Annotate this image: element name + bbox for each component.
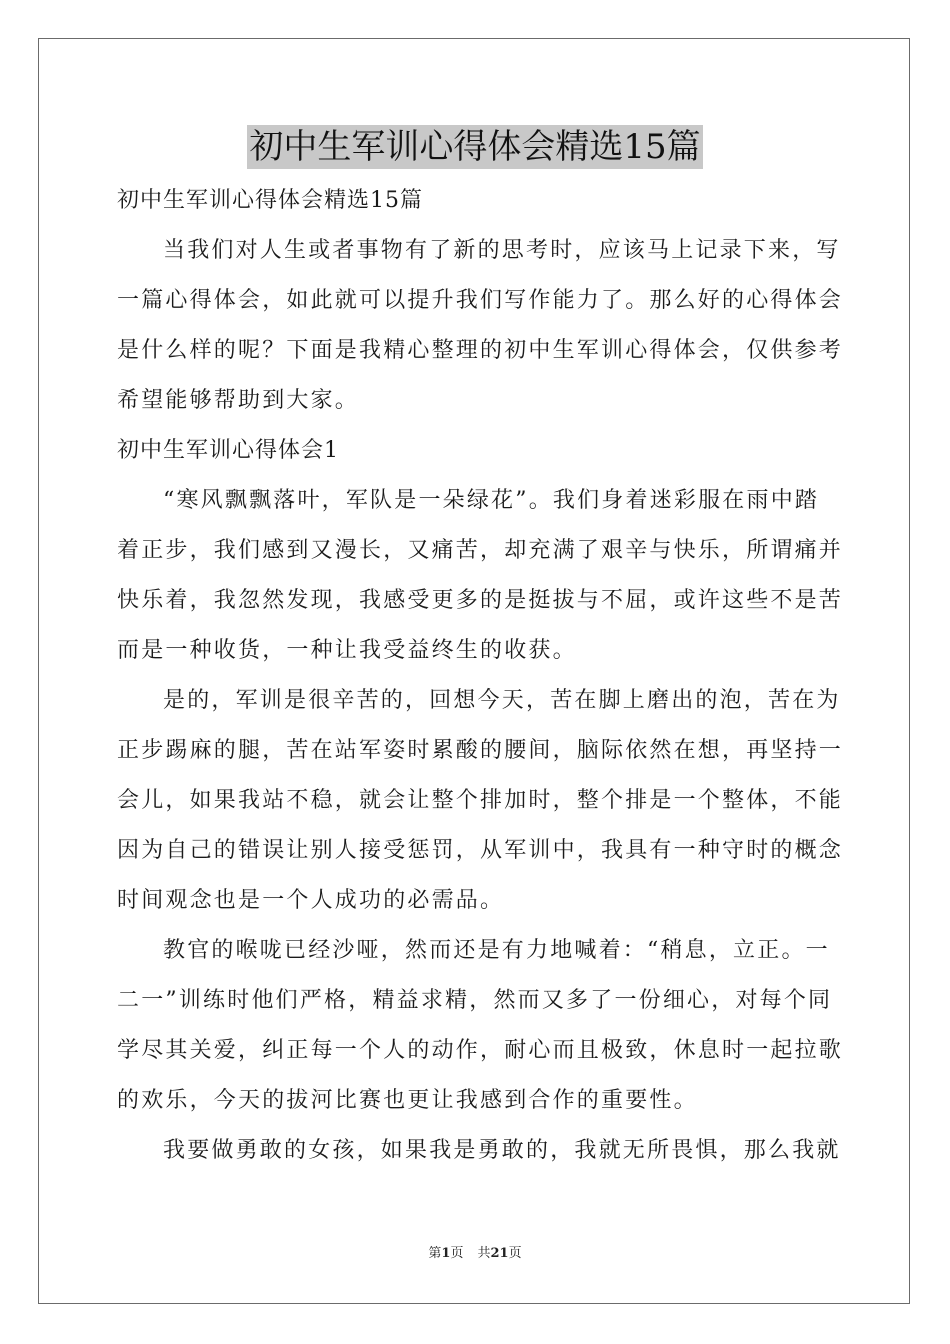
text-line: 的欢乐，今天的拔河比赛也更让我感到合作的重要性。 bbox=[117, 1088, 698, 1113]
text-line: “寒风飘飘落叶，军队是一朵绿花”。我们身着迷彩服在雨中踏 bbox=[163, 488, 820, 513]
text-line: 是的，军训是很辛苦的，回想今天，苦在脚上磨出的泡，苦在为 bbox=[163, 688, 841, 713]
text-line: 一篇心得体会，如此就可以提升我们写作能力了。那么好的心得体会 bbox=[117, 288, 844, 313]
text-line: 教官的喉咙已经沙哑，然而还是有力地喊着：“稍息，立正。一 bbox=[163, 938, 830, 963]
text-line: 希望能够帮助到大家。 bbox=[117, 388, 360, 413]
text-line: 因为自己的错误让别人接受惩罚，从军训中，我具有一种守时的概念 bbox=[117, 838, 844, 863]
title-container bbox=[0, 125, 950, 169]
text-line: 着正步，我们感到又漫长，又痛苦，却充满了艰辛与快乐，所谓痛并 bbox=[117, 538, 844, 563]
paragraph-lines bbox=[117, 226, 844, 1176]
section-heading: 初中生军训心得体会1 bbox=[117, 438, 339, 463]
text-line: 二一”训练时他们严格，精益求精，然而又多了一份细心，对每个同 bbox=[117, 988, 833, 1013]
text-line: 正步踢麻的腿，苦在站军姿时累酸的腰间，脑际依然在想，再坚持一 bbox=[117, 738, 844, 763]
text-line: 时间观念也是一个人成功的必需品。 bbox=[117, 888, 505, 913]
total-pages: 21 bbox=[490, 1246, 509, 1261]
text-line: 我要做勇敢的女孩，如果我是勇敢的，我就无所畏惧，那么我就 bbox=[163, 1138, 841, 1163]
text-line: 当我们对人生或者事物有了新的思考时，应该马上记录下来，写 bbox=[163, 238, 841, 263]
page-number: 1 bbox=[441, 1246, 451, 1261]
text-line: 快乐着，我忽然发现，我感受更多的是挺拔与不屈，或许这些不是苦 bbox=[117, 588, 844, 613]
document-subtitle: 初中生军训心得体会精选15篇 bbox=[117, 188, 423, 213]
text-line: 而是一种收货，一种让我受益终生的收获。 bbox=[117, 638, 577, 663]
text-line: 学尽其关爱，纠正每一个人的动作，耐心而且极致，休息时一起拉歌 bbox=[117, 1038, 844, 1063]
total-suffix: 页 bbox=[508, 1246, 522, 1261]
document-title: 初中生军训心得体会精选15篇 bbox=[249, 127, 701, 167]
page-suffix: 页 bbox=[450, 1246, 464, 1261]
text-line: 会儿，如果我站不稳，就会让整个排加时，整个排是一个整体，不能 bbox=[117, 788, 844, 813]
document-body bbox=[117, 176, 844, 1176]
page-footer bbox=[0, 1244, 950, 1264]
text-line: 是什么样的呢？下面是我精心整理的初中生军训心得体会，仅供参考 bbox=[117, 338, 844, 363]
page-prefix: 第 bbox=[428, 1246, 442, 1261]
total-prefix: 共 bbox=[477, 1246, 491, 1261]
